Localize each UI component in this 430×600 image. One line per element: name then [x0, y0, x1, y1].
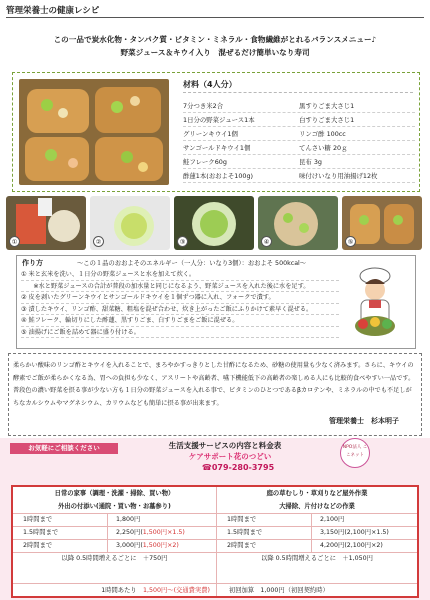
steps-box: [16, 255, 416, 349]
inari-photo: [19, 79, 169, 185]
table-footer: [13, 583, 417, 596]
step-photo-3: [174, 196, 254, 250]
ingredient-row: [183, 99, 415, 113]
table-row: [217, 539, 417, 552]
ingredient: 味付けいなり用油揚げ12枚: [299, 172, 378, 180]
ingredient: 白すりごま大さじ1: [299, 116, 355, 124]
signature: 管理栄養士 杉本明子: [329, 417, 399, 425]
page-title: 管理栄養士の健康レシピ: [6, 6, 100, 16]
chef-illustration: [345, 266, 405, 346]
price: 3,150円(2,100円×1.5): [320, 529, 389, 536]
left-column: [13, 487, 217, 596]
footer-prefix: 1時間あたり: [101, 587, 143, 594]
table-row: [13, 539, 216, 552]
npo-logo: NPO法人 ここネット: [340, 438, 370, 468]
left-heading-2: 外出の付添い(通院・買い物・お墓参り): [58, 503, 171, 510]
step-item: ③ 漬したキウイ、リンゴ酢、甜菜糖、粗塩を混ぜ合わせ、炊き上がったご飯にふりかけて素早く混ぜる。: [21, 304, 339, 316]
step-number: ⑤: [345, 236, 356, 247]
service-title: 生活支援サービスの内容と料金表: [168, 441, 282, 450]
header-divider: [6, 17, 424, 18]
table-row: [13, 513, 216, 526]
phone-number: ☎079-280-3795: [201, 463, 275, 472]
duration: 1.5時間まで: [217, 527, 312, 539]
ingredient: 酢蓮1本(おおよそ100g): [183, 172, 254, 180]
extra-charge: 以降 0.5時間増えるごとに ＋1,050円: [261, 555, 373, 562]
ingredient-row: [183, 169, 415, 183]
header: [6, 4, 424, 20]
step-number: ①: [9, 236, 20, 247]
energy-note: ～この１品のおおよそのエネルギー（一人分：いなり3個）：おおよそ 500kcal～: [77, 260, 307, 267]
step-photos: [6, 196, 424, 251]
step-number: ④: [261, 236, 272, 247]
step-photo-4: [258, 196, 338, 250]
step-photo-1: [6, 196, 86, 250]
extra-charge: 以降 0.5時間増えるごとに ＋750円: [61, 555, 168, 562]
ingredient-row: [183, 155, 415, 169]
footer-suffix: 初回加算 1,000円（初回契約時）: [210, 587, 329, 594]
ingredient: 黒すりごま大さじ1: [299, 102, 355, 110]
right-heading-1: 庭の草むしり・草刈りなど屋外作業: [266, 490, 368, 497]
ingredient: 7分つき米2合: [183, 102, 224, 110]
ingredient-row: [183, 127, 415, 141]
price: 1,800円: [116, 516, 141, 523]
ingredients-list: [183, 99, 415, 183]
step-item: ⑤ 油揚げにご飯を詰めて器に盛り付ける。: [21, 327, 339, 339]
table-row: [13, 526, 216, 539]
lead-line-2: 野菜ジュース＆キウイ入り 混ぜるだけ簡単いなり寿司: [120, 48, 310, 57]
ingredient-row: [183, 141, 415, 155]
step-number: ②: [93, 236, 104, 247]
step-item: ② 皮を剥いたグリーンキウイとサンゴールドキウイを１個ずつ器に入れ、フォークで潰す。: [21, 292, 339, 304]
duration: 2時間まで: [13, 540, 108, 552]
left-heading-1: 日常の家事（調理・洗濯・掃除、買い物）: [54, 490, 175, 497]
ingredients-title: 材料（4人分）: [183, 79, 413, 93]
service-section: [0, 438, 430, 600]
extra-row: [13, 552, 216, 565]
step-photo-5: [342, 196, 422, 250]
lead-line-1: この一品で炭水化物・タンパク質・ビタミン・ミネラル・食物繊維がとれるバランスメニュー♪: [53, 35, 377, 44]
extra-row: [217, 552, 417, 565]
ingredient: てんさい糖 20ｇ: [299, 144, 348, 152]
message-text: 柔らかい酸味のリンゴ酢とキウイを入れることで、まろやかすっきりとした甘酢になるため、砂糖の使用量も少なく済みます。さらに、キウイの酵素でご飯が柔らかくなる為、胃への負担も少なく、アスリートや高齢者、嚥下機能低下の高齢者の楽しめる人にも比較的食べやすい一品です。普段色の濃い野菜を摂る事が少ない方も１日分の野菜ジュースを入れる事で、ビタミンのひとつであるβカロテンや、ミネラルの中でも不足しがちなカルシウムやマグネシウム、カリウムなども簡単に摂る事が出来ます。: [13, 362, 415, 407]
duration: 2時間まで: [217, 540, 312, 552]
step-number: ③: [177, 236, 188, 247]
consult-label: お気軽にご相談ください: [10, 443, 118, 454]
step-item: ① 米と玄米を洗い、１日分の野菜ジュースと水を加えて炊く。: [21, 269, 339, 281]
ingredient: サンゴールドキウイ1個: [183, 144, 251, 152]
step-list: [21, 269, 339, 338]
price: 2,250円(1,500円×1.5): [116, 529, 185, 536]
ingredient: 1日分の野菜ジュース1本: [183, 116, 255, 124]
steps-heading: 作り方: [22, 259, 43, 267]
price: 3,000円(1,500円×2): [116, 542, 179, 549]
step-item: ④ 鮭フレーク、輪切りにした酢蓮、黒すりごま、白すりごまをご飯に混ぜる。: [21, 315, 339, 327]
ingredient: 昆布 3g: [299, 158, 322, 166]
table-row: [217, 526, 417, 539]
right-column: [217, 487, 417, 596]
duration: 1.5時間まで: [13, 527, 108, 539]
service-provider: ケアサポート花のつどい: [188, 452, 272, 461]
step-item: ※水と野菜ジュースの合計が普段の加水量と同じになるよう、野菜ジュースを入れた後に水を足す。: [21, 281, 339, 293]
price: 2,100円: [320, 516, 345, 523]
price-table: [11, 485, 419, 598]
price: 4,200円(2,100円×2): [320, 542, 383, 549]
ingredient: グリーンキウイ1個: [183, 130, 238, 138]
duration: 1時間まで: [217, 514, 312, 526]
ingredient: 鮭フレーク60g: [183, 158, 227, 166]
nutrition-message: [8, 353, 422, 436]
duration: 1時間まで: [13, 514, 108, 526]
recipe-box: [12, 72, 420, 192]
right-heading-2: 大掃除、片付けなどの作業: [279, 503, 355, 510]
ingredient-row: [183, 113, 415, 127]
table-row: [217, 513, 417, 526]
ingredient: リンゴ酢 100cc: [299, 130, 346, 138]
footer-rate: 1,500円～(交通費実費): [142, 587, 211, 594]
step-photo-2: [90, 196, 170, 250]
